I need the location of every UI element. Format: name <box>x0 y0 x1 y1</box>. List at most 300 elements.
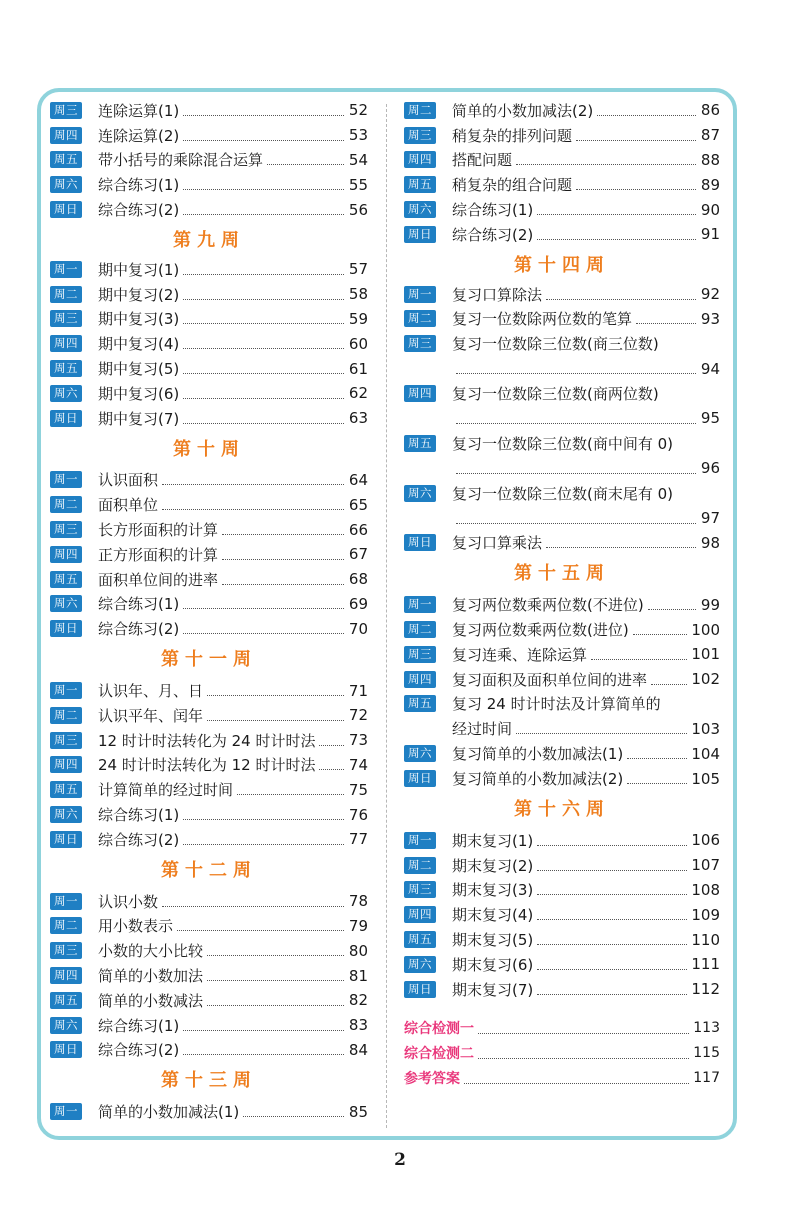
entry-page: 66 <box>348 520 368 539</box>
leader-dots <box>207 955 344 956</box>
entry-page: 69 <box>348 594 368 613</box>
entry-page: 54 <box>348 150 368 169</box>
toc-entry[interactable] <box>50 123 368 148</box>
leader-dots <box>162 484 344 485</box>
entry-title: 复习简单的小数加减法(2) <box>452 770 624 789</box>
leader-dots <box>222 534 344 535</box>
toc-entry[interactable] <box>404 148 720 173</box>
leader-dots <box>537 944 687 945</box>
toc-entry[interactable] <box>50 963 368 988</box>
leader-dots <box>222 584 344 585</box>
entry-title: 综合练习(1) <box>98 595 180 614</box>
entry-page: 100 <box>691 620 720 639</box>
toc-entry[interactable] <box>50 517 368 542</box>
entry-title: 综合练习(1) <box>98 1016 180 1035</box>
day-badge: 周一 <box>50 682 82 699</box>
toc-entry[interactable] <box>404 952 720 977</box>
entry-page: 115 <box>693 1045 720 1062</box>
entry-page: 112 <box>691 980 720 999</box>
entry-page: 90 <box>700 200 720 219</box>
leader-dots <box>319 769 344 770</box>
entry-page: 58 <box>348 285 368 304</box>
day-badge: 周五 <box>50 151 82 168</box>
toc-entry[interactable] <box>50 938 368 963</box>
entry-page: 95 <box>700 409 720 428</box>
entry-title: 搭配问题 <box>452 151 513 170</box>
week-heading: 第九周 <box>173 229 245 251</box>
leader-dots <box>183 1030 344 1031</box>
entry-title: 期末复习(6) <box>452 955 534 974</box>
toc-entry-continuation[interactable] <box>404 456 720 481</box>
entry-title: 面积单位间的进率 <box>98 570 219 589</box>
entry-page: 81 <box>348 966 368 985</box>
day-badge: 周三 <box>404 335 436 352</box>
toc-entry[interactable] <box>50 567 368 592</box>
toc-entry[interactable] <box>50 331 368 356</box>
day-badge: 周日 <box>50 831 82 848</box>
leader-dots <box>183 633 344 634</box>
entry-page: 91 <box>700 225 720 244</box>
leader-dots <box>537 969 687 970</box>
entry-title: 简单的小数加减法(1) <box>98 1103 240 1122</box>
day-badge: 周日 <box>404 226 436 243</box>
entry-title: 期末复习(2) <box>452 856 534 875</box>
entry-title: 综合练习(1) <box>98 806 180 825</box>
leader-dots <box>456 473 696 474</box>
day-badge: 周六 <box>50 806 82 823</box>
entry-title: 期中复习(4) <box>98 335 180 354</box>
toc-entry[interactable] <box>404 642 720 667</box>
day-badge: 周一 <box>404 832 436 849</box>
leader-dots <box>183 214 344 215</box>
entry-title: 计算简单的经过时间 <box>98 781 234 800</box>
leader-dots <box>319 745 344 746</box>
day-badge: 周日 <box>404 534 436 551</box>
entry-title: 复习 24 时计时法及计算简单的 <box>452 695 661 714</box>
toc-entry[interactable] <box>50 98 368 123</box>
toc-entry[interactable] <box>50 914 368 939</box>
leader-dots <box>183 274 344 275</box>
week-heading: 第十一周 <box>161 649 257 671</box>
toc-entry[interactable] <box>404 667 720 692</box>
entry-page: 105 <box>691 769 720 788</box>
day-badge: 周一 <box>404 596 436 613</box>
leader-dots <box>516 164 696 165</box>
toc-entry[interactable] <box>404 828 720 853</box>
toc-column-right <box>404 98 720 1091</box>
week-heading: 第十三周 <box>161 1070 257 1092</box>
entry-page: 109 <box>691 905 720 924</box>
special-title: 参考答案 <box>404 1071 460 1088</box>
leader-dots <box>183 140 344 141</box>
day-badge: 周一 <box>50 1103 82 1120</box>
toc-entry[interactable] <box>404 197 720 222</box>
entry-title: 综合练习(2) <box>98 620 180 639</box>
leader-dots <box>237 794 344 795</box>
toc-entry[interactable] <box>404 123 720 148</box>
entry-title: 认识面积 <box>98 471 159 490</box>
entry-page: 76 <box>348 805 368 824</box>
entry-title: 连除运算(2) <box>98 126 180 145</box>
toc-entry[interactable] <box>50 592 368 617</box>
toc-entry[interactable] <box>404 282 720 307</box>
day-badge: 周四 <box>404 385 436 402</box>
entry-page: 72 <box>348 706 368 725</box>
entry-page: 104 <box>691 744 720 763</box>
entry-title: 复习面积及面积单位间的进率 <box>452 670 648 689</box>
day-badge: 周六 <box>50 1017 82 1034</box>
day-badge: 周二 <box>404 310 436 327</box>
toc-entry[interactable] <box>404 977 720 1002</box>
leader-dots <box>162 906 344 907</box>
entry-page: 80 <box>348 941 368 960</box>
leader-dots <box>627 758 687 759</box>
day-badge: 周四 <box>404 151 436 168</box>
toc-entry[interactable] <box>50 406 368 431</box>
day-badge: 周五 <box>404 695 436 712</box>
leader-dots <box>183 398 344 399</box>
toc-entry[interactable] <box>50 492 368 517</box>
leader-dots <box>546 299 696 300</box>
toc-entry[interactable] <box>404 617 720 642</box>
leader-dots <box>456 373 696 374</box>
day-badge: 周五 <box>50 992 82 1009</box>
leader-dots <box>456 523 696 524</box>
entry-page: 70 <box>348 619 368 638</box>
day-badge: 周日 <box>50 1041 82 1058</box>
entry-page: 78 <box>348 892 368 911</box>
leader-dots <box>546 547 696 548</box>
day-badge: 周日 <box>50 620 82 637</box>
entry-title: 简单的小数减法 <box>98 991 204 1010</box>
entry-page: 87 <box>700 126 720 145</box>
entry-title: 期中复习(3) <box>98 310 180 329</box>
day-badge: 周四 <box>50 967 82 984</box>
leader-dots <box>183 819 344 820</box>
toc-entry-continuation[interactable] <box>404 506 720 531</box>
entry-title: 12 时计时法转化为 24 时计时法 <box>98 731 316 750</box>
day-badge: 周四 <box>404 671 436 688</box>
entry-title: 复习一位数除三位数(商两位数) <box>452 385 659 404</box>
toc-column-left <box>50 98 368 1124</box>
toc-entry-continuation[interactable] <box>404 406 720 431</box>
toc-entry[interactable] <box>50 678 368 703</box>
entry-page: 68 <box>348 570 368 589</box>
entry-page: 73 <box>348 731 368 750</box>
leader-dots <box>243 1116 344 1117</box>
toc-entry[interactable] <box>404 766 720 791</box>
leader-dots <box>478 1058 689 1059</box>
day-badge: 周一 <box>50 893 82 910</box>
entry-title: 期中复习(5) <box>98 360 180 379</box>
day-badge: 周六 <box>404 201 436 218</box>
toc-entry[interactable] <box>50 753 368 778</box>
leader-dots <box>633 634 688 635</box>
entry-page: 65 <box>348 495 368 514</box>
day-badge: 周五 <box>404 931 436 948</box>
entry-page: 92 <box>700 285 720 304</box>
toc-entry[interactable] <box>404 927 720 952</box>
toc-entry[interactable] <box>50 777 368 802</box>
toc-entry[interactable] <box>50 197 368 222</box>
entry-title: 综合练习(2) <box>98 201 180 220</box>
entry-page: 64 <box>348 470 368 489</box>
entry-page: 56 <box>348 200 368 219</box>
day-badge: 周五 <box>50 781 82 798</box>
toc-entry[interactable] <box>50 282 368 307</box>
entry-title: 24 时计时法转化为 12 时计时法 <box>98 756 316 775</box>
entry-page: 62 <box>348 384 368 403</box>
entry-page: 85 <box>348 1102 368 1121</box>
toc-entry-continuation[interactable] <box>404 356 720 381</box>
toc-entry[interactable] <box>404 98 720 123</box>
entry-title: 期中复习(7) <box>98 409 180 428</box>
special-title: 综合检测二 <box>404 1046 474 1063</box>
leader-dots <box>537 919 687 920</box>
toc-entry[interactable] <box>50 542 368 567</box>
toc-entry[interactable] <box>50 1099 368 1124</box>
entry-title: 正方形面积的计算 <box>98 545 219 564</box>
entry-page: 102 <box>691 670 720 689</box>
entry-title: 简单的小数加减法(2) <box>452 101 594 120</box>
toc-entry[interactable] <box>50 728 368 753</box>
entry-page: 110 <box>691 930 720 949</box>
leader-dots <box>636 323 696 324</box>
entry-page: 74 <box>348 755 368 774</box>
toc-entry[interactable] <box>50 889 368 914</box>
day-badge: 周六 <box>404 745 436 762</box>
toc-entry[interactable] <box>404 172 720 197</box>
day-badge: 周四 <box>50 756 82 773</box>
entry-page: 71 <box>348 681 368 700</box>
day-badge: 周六 <box>404 485 436 502</box>
entry-page: 75 <box>348 780 368 799</box>
toc-entry[interactable] <box>404 853 720 878</box>
leader-dots <box>183 323 344 324</box>
entry-page: 113 <box>693 1020 720 1037</box>
day-badge: 周六 <box>50 385 82 402</box>
toc-entry-continuation[interactable] <box>404 716 720 741</box>
entry-title: 期末复习(4) <box>452 906 534 925</box>
entry-title: 期末复习(5) <box>452 931 534 950</box>
toc-entry[interactable] <box>404 692 720 717</box>
leader-dots <box>537 894 687 895</box>
toc-entry[interactable] <box>50 703 368 728</box>
leader-dots <box>183 373 344 374</box>
day-badge: 周六 <box>50 176 82 193</box>
leader-dots <box>464 1083 689 1084</box>
entry-title: 复习两位数乘两位数(进位) <box>452 621 629 640</box>
entry-title: 复习一位数除三位数(商末尾有 0) <box>452 484 674 503</box>
toc-entry[interactable] <box>404 878 720 903</box>
entry-page: 77 <box>348 830 368 849</box>
toc-entry[interactable] <box>50 827 368 852</box>
toc-special-entry[interactable] <box>404 1066 720 1091</box>
day-badge: 周五 <box>404 435 436 452</box>
leader-dots <box>576 189 696 190</box>
toc-entry[interactable] <box>404 741 720 766</box>
leader-dots <box>537 994 687 995</box>
day-badge: 周二 <box>404 857 436 874</box>
day-badge: 周二 <box>404 102 436 119</box>
leader-dots <box>183 115 344 116</box>
entry-page: 103 <box>691 719 720 738</box>
entry-title: 稍复杂的排列问题 <box>452 126 573 145</box>
day-badge: 周二 <box>50 917 82 934</box>
toc-entry[interactable] <box>404 381 720 406</box>
toc-entry[interactable] <box>50 172 368 197</box>
toc-entry[interactable] <box>50 307 368 332</box>
entry-title: 综合练习(2) <box>98 1041 180 1060</box>
toc-entry[interactable] <box>50 802 368 827</box>
day-badge: 周四 <box>50 127 82 144</box>
day-badge: 周二 <box>50 707 82 724</box>
leader-dots <box>207 980 344 981</box>
leader-dots <box>591 659 687 660</box>
leader-dots <box>597 115 696 116</box>
entry-title: 综合练习(2) <box>98 830 180 849</box>
toc-entry[interactable] <box>50 1038 368 1063</box>
day-badge: 周三 <box>50 310 82 327</box>
entry-page: 99 <box>700 595 720 614</box>
entry-page: 89 <box>700 175 720 194</box>
entry-page: 101 <box>691 645 720 664</box>
toc-entry[interactable] <box>404 222 720 247</box>
week-heading: 第十周 <box>173 438 245 460</box>
toc-entry[interactable] <box>50 381 368 406</box>
toc-entry[interactable] <box>404 902 720 927</box>
entry-title: 用小数表示 <box>98 917 174 936</box>
toc-entry[interactable] <box>50 257 368 282</box>
leader-dots <box>648 609 696 610</box>
leader-dots <box>267 164 344 165</box>
toc-entry[interactable] <box>404 592 720 617</box>
day-badge: 周日 <box>50 410 82 427</box>
toc-special-entry[interactable] <box>404 1041 720 1066</box>
entry-title: 复习一位数除三位数(商中间有 0) <box>452 434 674 453</box>
leader-dots <box>651 684 687 685</box>
entry-title: 综合练习(1) <box>98 176 180 195</box>
leader-dots <box>183 348 344 349</box>
week-heading: 第十二周 <box>161 859 257 881</box>
entry-page: 98 <box>700 533 720 552</box>
day-badge: 周五 <box>50 360 82 377</box>
entry-page: 107 <box>691 856 720 875</box>
leader-dots <box>516 733 687 734</box>
entry-title: 简单的小数加法 <box>98 967 204 985</box>
entry-page: 97 <box>700 509 720 528</box>
day-badge: 周三 <box>404 646 436 663</box>
entry-title: 复习一位数除三位数(商三位数) <box>452 335 659 354</box>
leader-dots <box>183 608 344 609</box>
day-badge: 周六 <box>404 956 436 973</box>
entry-title: 期末复习(3) <box>452 881 534 900</box>
leader-dots <box>207 695 344 696</box>
toc-entry[interactable] <box>404 481 720 506</box>
entry-page: 84 <box>348 1040 368 1059</box>
leader-dots <box>183 1054 344 1055</box>
toc-entry[interactable] <box>50 356 368 381</box>
entry-page: 67 <box>348 545 368 564</box>
leader-dots <box>177 930 344 931</box>
week-heading: 第十五周 <box>514 563 610 585</box>
entry-title: 面积单位 <box>98 496 159 515</box>
leader-dots <box>207 720 344 721</box>
column-divider <box>386 104 387 1128</box>
toc-special-entry[interactable] <box>404 1016 720 1041</box>
entry-title: 期末复习(7) <box>452 980 534 999</box>
special-title: 综合检测一 <box>404 1021 474 1038</box>
entry-title: 复习口算除法 <box>452 285 543 304</box>
toc-entry[interactable] <box>404 307 720 332</box>
leader-dots <box>162 509 344 510</box>
entry-page: 61 <box>348 359 368 378</box>
entry-page: 63 <box>348 409 368 428</box>
entry-title: 期中复习(1) <box>98 260 180 279</box>
leader-dots <box>537 214 696 215</box>
entry-page: 106 <box>691 831 720 850</box>
toc-entry[interactable] <box>404 431 720 456</box>
entry-page: 55 <box>348 175 368 194</box>
leader-dots <box>627 783 687 784</box>
leader-dots <box>183 189 344 190</box>
leader-dots <box>222 559 344 560</box>
entry-page: 60 <box>348 334 368 353</box>
week-heading: 第十四周 <box>514 254 610 276</box>
entry-title: 带小括号的乘除混合运算 <box>98 151 264 170</box>
day-badge: 周四 <box>50 546 82 563</box>
entry-page: 93 <box>700 309 720 328</box>
entry-page: 86 <box>700 101 720 120</box>
entry-title: 认识小数 <box>98 892 159 911</box>
day-badge: 周二 <box>50 496 82 513</box>
day-badge: 周日 <box>50 201 82 218</box>
leader-dots <box>537 870 687 871</box>
leader-dots <box>183 299 344 300</box>
entry-page: 52 <box>348 101 368 120</box>
toc-entry[interactable] <box>404 531 720 556</box>
leader-dots <box>537 845 687 846</box>
entry-title: 期末复习(1) <box>452 831 534 850</box>
entry-title: 认识年、月、日 <box>98 682 204 701</box>
toc-entry[interactable] <box>50 616 368 641</box>
page-number: 2 <box>394 1150 406 1170</box>
entry-title: 复习简单的小数加减法(1) <box>452 745 624 764</box>
day-badge: 周三 <box>50 732 82 749</box>
day-badge: 周三 <box>50 102 82 119</box>
toc-entry[interactable] <box>50 148 368 173</box>
entry-page: 83 <box>348 1016 368 1035</box>
toc-entry[interactable] <box>50 1013 368 1038</box>
day-badge: 周二 <box>50 286 82 303</box>
toc-entry[interactable] <box>404 331 720 356</box>
entry-title: 综合练习(2) <box>452 225 534 244</box>
day-badge: 周日 <box>404 770 436 787</box>
toc-entry[interactable] <box>50 468 368 493</box>
toc-entry[interactable] <box>50 988 368 1013</box>
entry-title: 复习口算乘法 <box>452 534 543 553</box>
day-badge: 周四 <box>404 906 436 923</box>
entry-title: 综合练习(1) <box>452 201 534 220</box>
entry-page: 111 <box>691 955 720 974</box>
day-badge: 周一 <box>50 471 82 488</box>
entry-page: 108 <box>691 880 720 899</box>
entry-title: 期中复习(2) <box>98 285 180 304</box>
entry-page: 59 <box>348 309 368 328</box>
day-badge: 周五 <box>50 571 82 588</box>
day-badge: 周三 <box>404 127 436 144</box>
entry-title: 稍复杂的组合问题 <box>452 176 573 195</box>
